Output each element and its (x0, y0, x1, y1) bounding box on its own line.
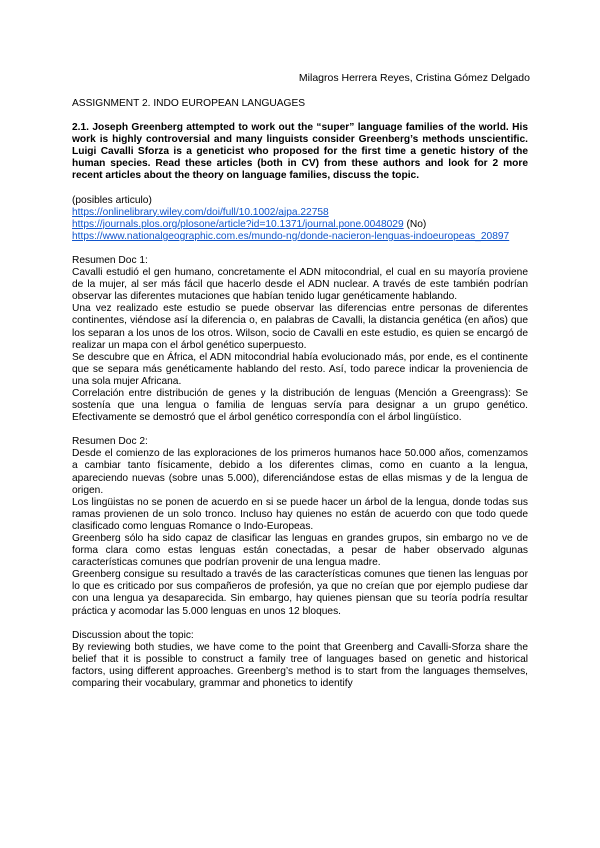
doc1-title: Resumen Doc 1: (72, 254, 148, 266)
discussion-title: Discussion about the topic: (72, 629, 194, 641)
summary-doc-2 (72, 436, 528, 617)
authors: Milagros Herrera Reyes, Cristina Gómez Delgado (298, 72, 530, 84)
summary-doc-1 (72, 255, 528, 424)
doc2-paragraph: Desde el comienzo de las exploraciones de los primeros humanos hace 50.000 años, comenzamos a cambiar tanto físicamente, debido a los diferentes climas, como en cuanto a la lengua, apareciendo nuevas (sobre unas 5.000), diferenciándose estas de ellas mismas y de la lengua de origen. (72, 448, 528, 496)
link-note-2: (No) (403, 218, 427, 230)
discussion-section (72, 630, 528, 690)
doc2-paragraph: Greenberg sólo ha sido capaz de clasificar las lenguas en grandes grupos, sin embargo no ve de forma clara como estas lenguas están conectadas, a pesar de haber observado algunas características comunes que podrían provenir de una lengua madre. (72, 533, 528, 569)
question-text: 2.1. Joseph Greenberg attempted to work out the “super” language families of the world. His work is highly controversial and many linguists consider Greenberg’s methods unscientific. Luigi Cavalli Sforza is a geneticist who proposed for the first time a genetic history of the human species. Read these articles (both in CV) from these authors and look for 2 more recent articles about the theory on language families, discuss the topic. (72, 122, 528, 182)
doc2-paragraph: Los lingüistas no se ponen de acuerdo en si se puede hacer un árbol de la lengua, donde todas sus ramas provienen de un solo tronco. Incluso hay quienes no están de acuerdo con que todo quede clasificado como lenguas Romance o Indo-Europeas. (72, 496, 528, 532)
link-line-2 (72, 219, 528, 231)
document-body (72, 98, 528, 690)
doc1-paragraph: Cavalli estudió el gen humano, concretamente el ADN mitocondrial, el cual en su mayoría proviene de la mujer, al ser más fácil que hacerlo desde el ADN nuclear. A través de este también podrían observar las diferentes mutaciones que habían tenido lugar genéticamente hablando. (72, 267, 528, 303)
link-line-1 (72, 207, 528, 219)
link-line-3 (72, 231, 528, 243)
doc1-paragraph: Se descubre que en África, el ADN mitocondrial había evolucionado más, por ende, es el continente que se separa más genéticamente hablando del resto. Así, todo parece indicar la proveniencia de una sola mujer Africana. (72, 351, 528, 387)
discussion-paragraph: By reviewing both studies, we have come to the point that Greenberg and Cavalli-Sforza share the belief that it is possible to construct a family tree of languages based on genetic and historical factors, using different approaches. Greenberg’s method is to start from the languages themselves, comparing their vocabulary, grammar and phonetics to identify (72, 641, 528, 690)
article-links (72, 195, 528, 243)
assignment-title: ASSIGNMENT 2. INDO EUROPEAN LANGUAGES (72, 98, 306, 109)
doc1-paragraph: Una vez realizado este estudio se puede observar las diferencias entre personas de diferentes continentes, viéndose así la diferencia o, en palabras de Cavalli, la distancia genética (en años) que los separan a los unos de los otros. Wilson, socio de Cavalli en este estudio, es quien se encargó de realizar un mapa con el árbol genético superpuesto. (72, 303, 528, 351)
article-link-2[interactable]: https://journals.plos.org/plosone/article?id=10.1371/journal.pone.0048029 (72, 218, 404, 230)
doc2-paragraph: Greenberg consigue su resultado a través de las características comunes que tienen las lenguas por lo que es criticado por sus compañeros de profesión, ya que no creían que por ejemplo pudiese dar con una lengua ya desaparecida. Sin embargo, hay quienes piensan que su teoría podría resultar práctica y acomodar las 5.000 lenguas en unos 12 bloques. (72, 569, 528, 617)
doc2-title: Resumen Doc 2: (72, 436, 148, 448)
article-link-3[interactable]: https://www.nationalgeographic.com.es/mundo-ng/donde-nacieron-lenguas-indoeuropeas_20897 (72, 230, 510, 242)
links-label: (posibles articulo) (72, 194, 152, 206)
doc1-paragraph: Correlación entre distribución de genes y la distribución de lenguas (Mención a Greengrass): Se sostenía que una lengua o familia de lenguas servía para designar a un grupo genético. Efectivamente se demostró que el árbol genético correspondía con el árbol lingüístico. (72, 387, 528, 424)
article-link-1[interactable]: https://onlinelibrary.wiley.com/doi/full/10.1002/ajpa.22758 (72, 206, 329, 218)
